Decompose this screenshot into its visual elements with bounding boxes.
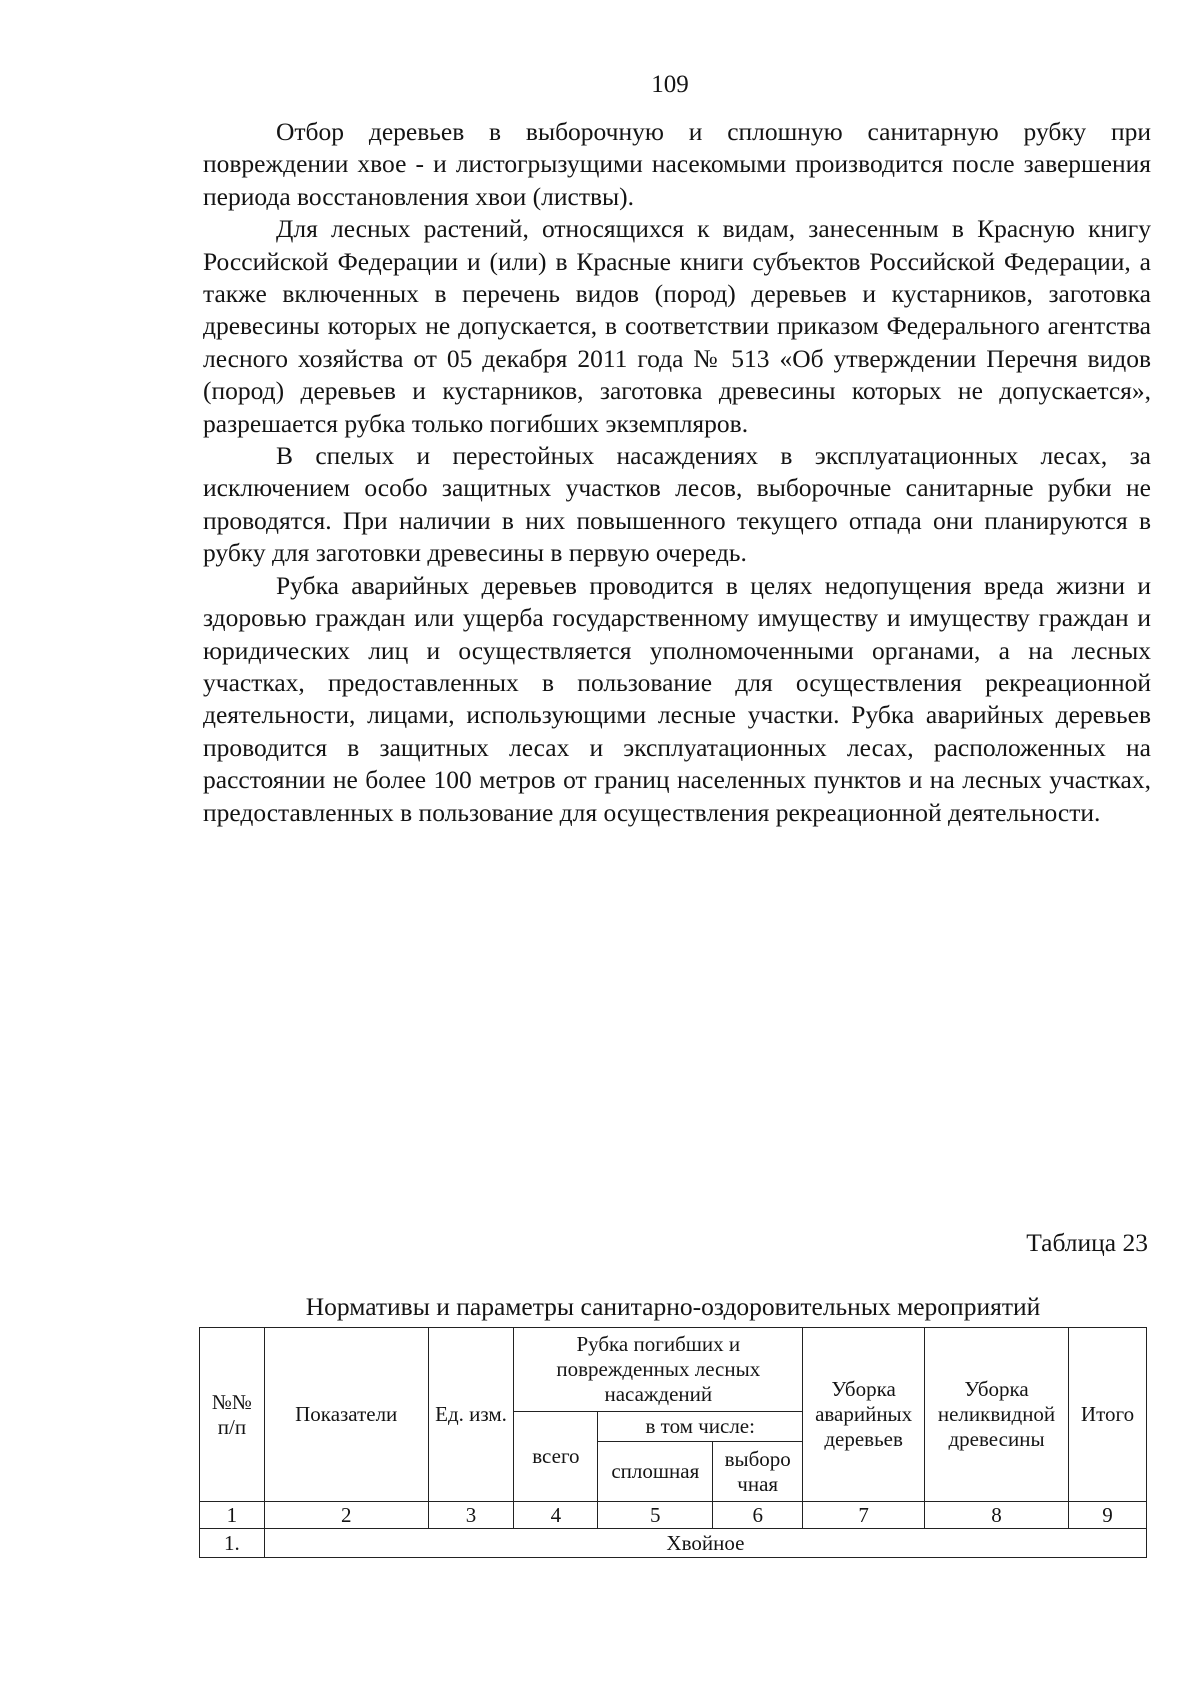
paragraph: Рубка аварийных деревьев проводится в целях недопущения вреда жизни и здоровью граждан или ущерба государственному имуществу и имуществу граждан и юридических лиц и осуществляется уполномоченными органами, а на лесных участках, предоставленных в пользование для осуществления рекреационной деятельности, лицами, использующими лесные участки. Рубка аварийных деревьев проводится в защитных лесах и эксплуатационных лесах, расположенных на расстоянии не более 100 метров от границ населенных пунктов и на лесных участках, предоставленных в пользование для осуществления рекреационной деятельности. (203, 570, 1151, 827)
paragraph: В спелых и перестойных насаждениях в эксплуатационных лесах, за исключением особо защитных участков лесов, выборочные санитарные рубки не проводятся. При наличии в них повышенного текущего отпада они планируются в рубку для заготовки древесины в первую очередь. (203, 441, 1151, 568)
header-felling: Рубка погибших и поврежденных лесных насаждений (514, 1328, 803, 1412)
header-unit: Ед. изм. (428, 1328, 514, 1502)
header-total: Итого (1068, 1328, 1146, 1502)
column-number: 7 (803, 1502, 925, 1529)
header-indicators: Показатели (264, 1328, 428, 1502)
column-number: 1 (200, 1502, 265, 1529)
column-numbers-row (200, 1502, 1147, 1529)
header-num: №№ п/п (200, 1328, 265, 1502)
column-number: 8 (925, 1502, 1069, 1529)
header-selective: выборо чная (713, 1442, 803, 1502)
column-number: 2 (264, 1502, 428, 1529)
table-row (200, 1529, 1147, 1558)
column-number: 6 (713, 1502, 803, 1529)
column-number: 9 (1068, 1502, 1146, 1529)
header-illiquid: Уборка неликвидной древесины (925, 1328, 1069, 1502)
header-including: в том числе: (598, 1412, 803, 1442)
header-total-all: всего (514, 1412, 598, 1502)
paragraph: Отбор деревьев в выборочную и сплошную санитарную рубку при повреждении хвое - и листогрызущими насекомыми производится после завершения периода восстановления хвои (листвы). (203, 117, 1151, 211)
column-number: 5 (598, 1502, 713, 1529)
column-number: 4 (514, 1502, 598, 1529)
header-clear: сплошная (598, 1442, 713, 1502)
norms-table (199, 1327, 1147, 1558)
page-number: 109 (651, 71, 689, 98)
row-section-label: Хвойное (264, 1529, 1146, 1558)
row-number: 1. (200, 1529, 265, 1558)
table-caption: Нормативы и параметры санитарно-оздоровительных мероприятий (305, 1292, 1041, 1321)
header-emergency: Уборка аварийных деревьев (803, 1328, 925, 1502)
paragraph: Для лесных растений, относящихся к видам, занесенным в Красную книгу Российской Федерации и (или) в Красные книги субъектов Российской Федерации, а также включенных в перечень видов (пород) деревьев и кустарников, заготовка древесины которых не допускается, в соответствии приказом Федерального агентства лесного хозяйства от 05 декабря 2011 года № 513 «Об утверждении Перечня видов (пород) деревьев и кустарников, заготовка древесины которых не допускается», разрешается рубка только погибших экземпляров. (203, 214, 1151, 438)
column-number: 3 (428, 1502, 514, 1529)
table-label: Таблица 23 (1026, 1228, 1148, 1257)
body-text (203, 116, 1151, 829)
